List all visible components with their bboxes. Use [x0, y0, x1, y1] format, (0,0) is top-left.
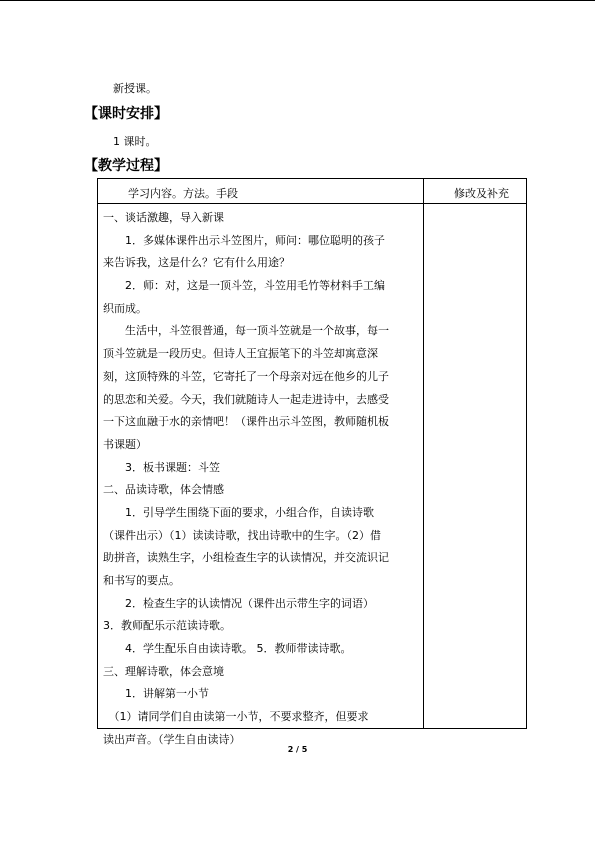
content-line: 一下这血融于水的亲情吧！（课件出示斗笠图，教师随机板 [103, 415, 389, 429]
content-line: 顶斗笠就是一段历史。但诗人王宜振笔下的斗笠却寓意深 [103, 347, 378, 361]
content-line: 来告诉我，这是什么？它有什么用途？ [103, 256, 290, 270]
content-line: 二、品读诗歌，体会情感 [103, 483, 224, 497]
content-line: 和书写的要点。 [103, 574, 180, 587]
content-line: 1．多媒体课件出示斗笠图片，师问：哪位聪明的孩子 [103, 233, 385, 247]
content-line: 书课题） [103, 437, 147, 451]
content-line: 1．讲解第一小节 [103, 687, 209, 701]
content-line: 读出声音。（学生自由读诗） [103, 732, 241, 746]
content-line: 生活中，斗笠很普通，每一顶斗笠就是一个故事，每一 [103, 324, 389, 338]
notes-cell[interactable] [428, 207, 523, 722]
table-header-row [98, 179, 526, 204]
page-top-rule [0, 0, 595, 1]
content-line: 1．引导学生围绕下面的要求，小组合作，自读诗歌 [103, 505, 374, 519]
content-line: 一、谈话激趣，导入新课 [103, 211, 224, 224]
content-line: 的思恋和关爱。今天，我们就随诗人一起走进诗中，去感受 [103, 392, 389, 406]
content-line: 2．检查生字的认读情况（课件出示带生字的词语） [103, 596, 374, 610]
page-number: 2 / 5 [287, 745, 308, 754]
content-line: 织而成。 [103, 301, 147, 315]
content-line: 三、理解诗歌，体会意境 [103, 664, 224, 678]
lesson-type-text: 新授课。 [113, 82, 157, 95]
content-cell [103, 207, 419, 752]
column-header-content: 学习内容。方法。手段 [128, 187, 238, 200]
content-line: 助拼音，读熟生字，小组检查生字的认读情况，并交流识记 [103, 551, 389, 565]
content-line: 刻，这顶特殊的斗笠，它寄托了一个母亲对远在他乡的儿子 [103, 369, 389, 383]
column-header-notes: 修改及补充 [454, 187, 509, 200]
content-line: 3．板书课题：斗笠 [103, 460, 220, 474]
column-divider [423, 179, 424, 728]
content-line: 2．师：对，这是一顶斗笠，斗笠用毛竹等材料手工编 [103, 279, 385, 293]
content-line: 3．教师配乐示范读诗歌。 [103, 619, 231, 633]
process-heading: 【教学过程】 [84, 158, 168, 174]
schedule-text: 1 课时。 [113, 135, 157, 148]
teaching-process-table [97, 178, 527, 746]
content-line: （课件出示）（1）读读诗歌，找出诗歌中的生字。（2）借 [103, 528, 381, 542]
schedule-heading: 【课时安排】 [84, 106, 168, 122]
content-line: 4．学生配乐自由读诗歌。 5．教师带读诗歌。 [103, 642, 352, 656]
content-line: （1）请同学们自由读第一小节，不要求整齐，但要求 [103, 710, 369, 724]
